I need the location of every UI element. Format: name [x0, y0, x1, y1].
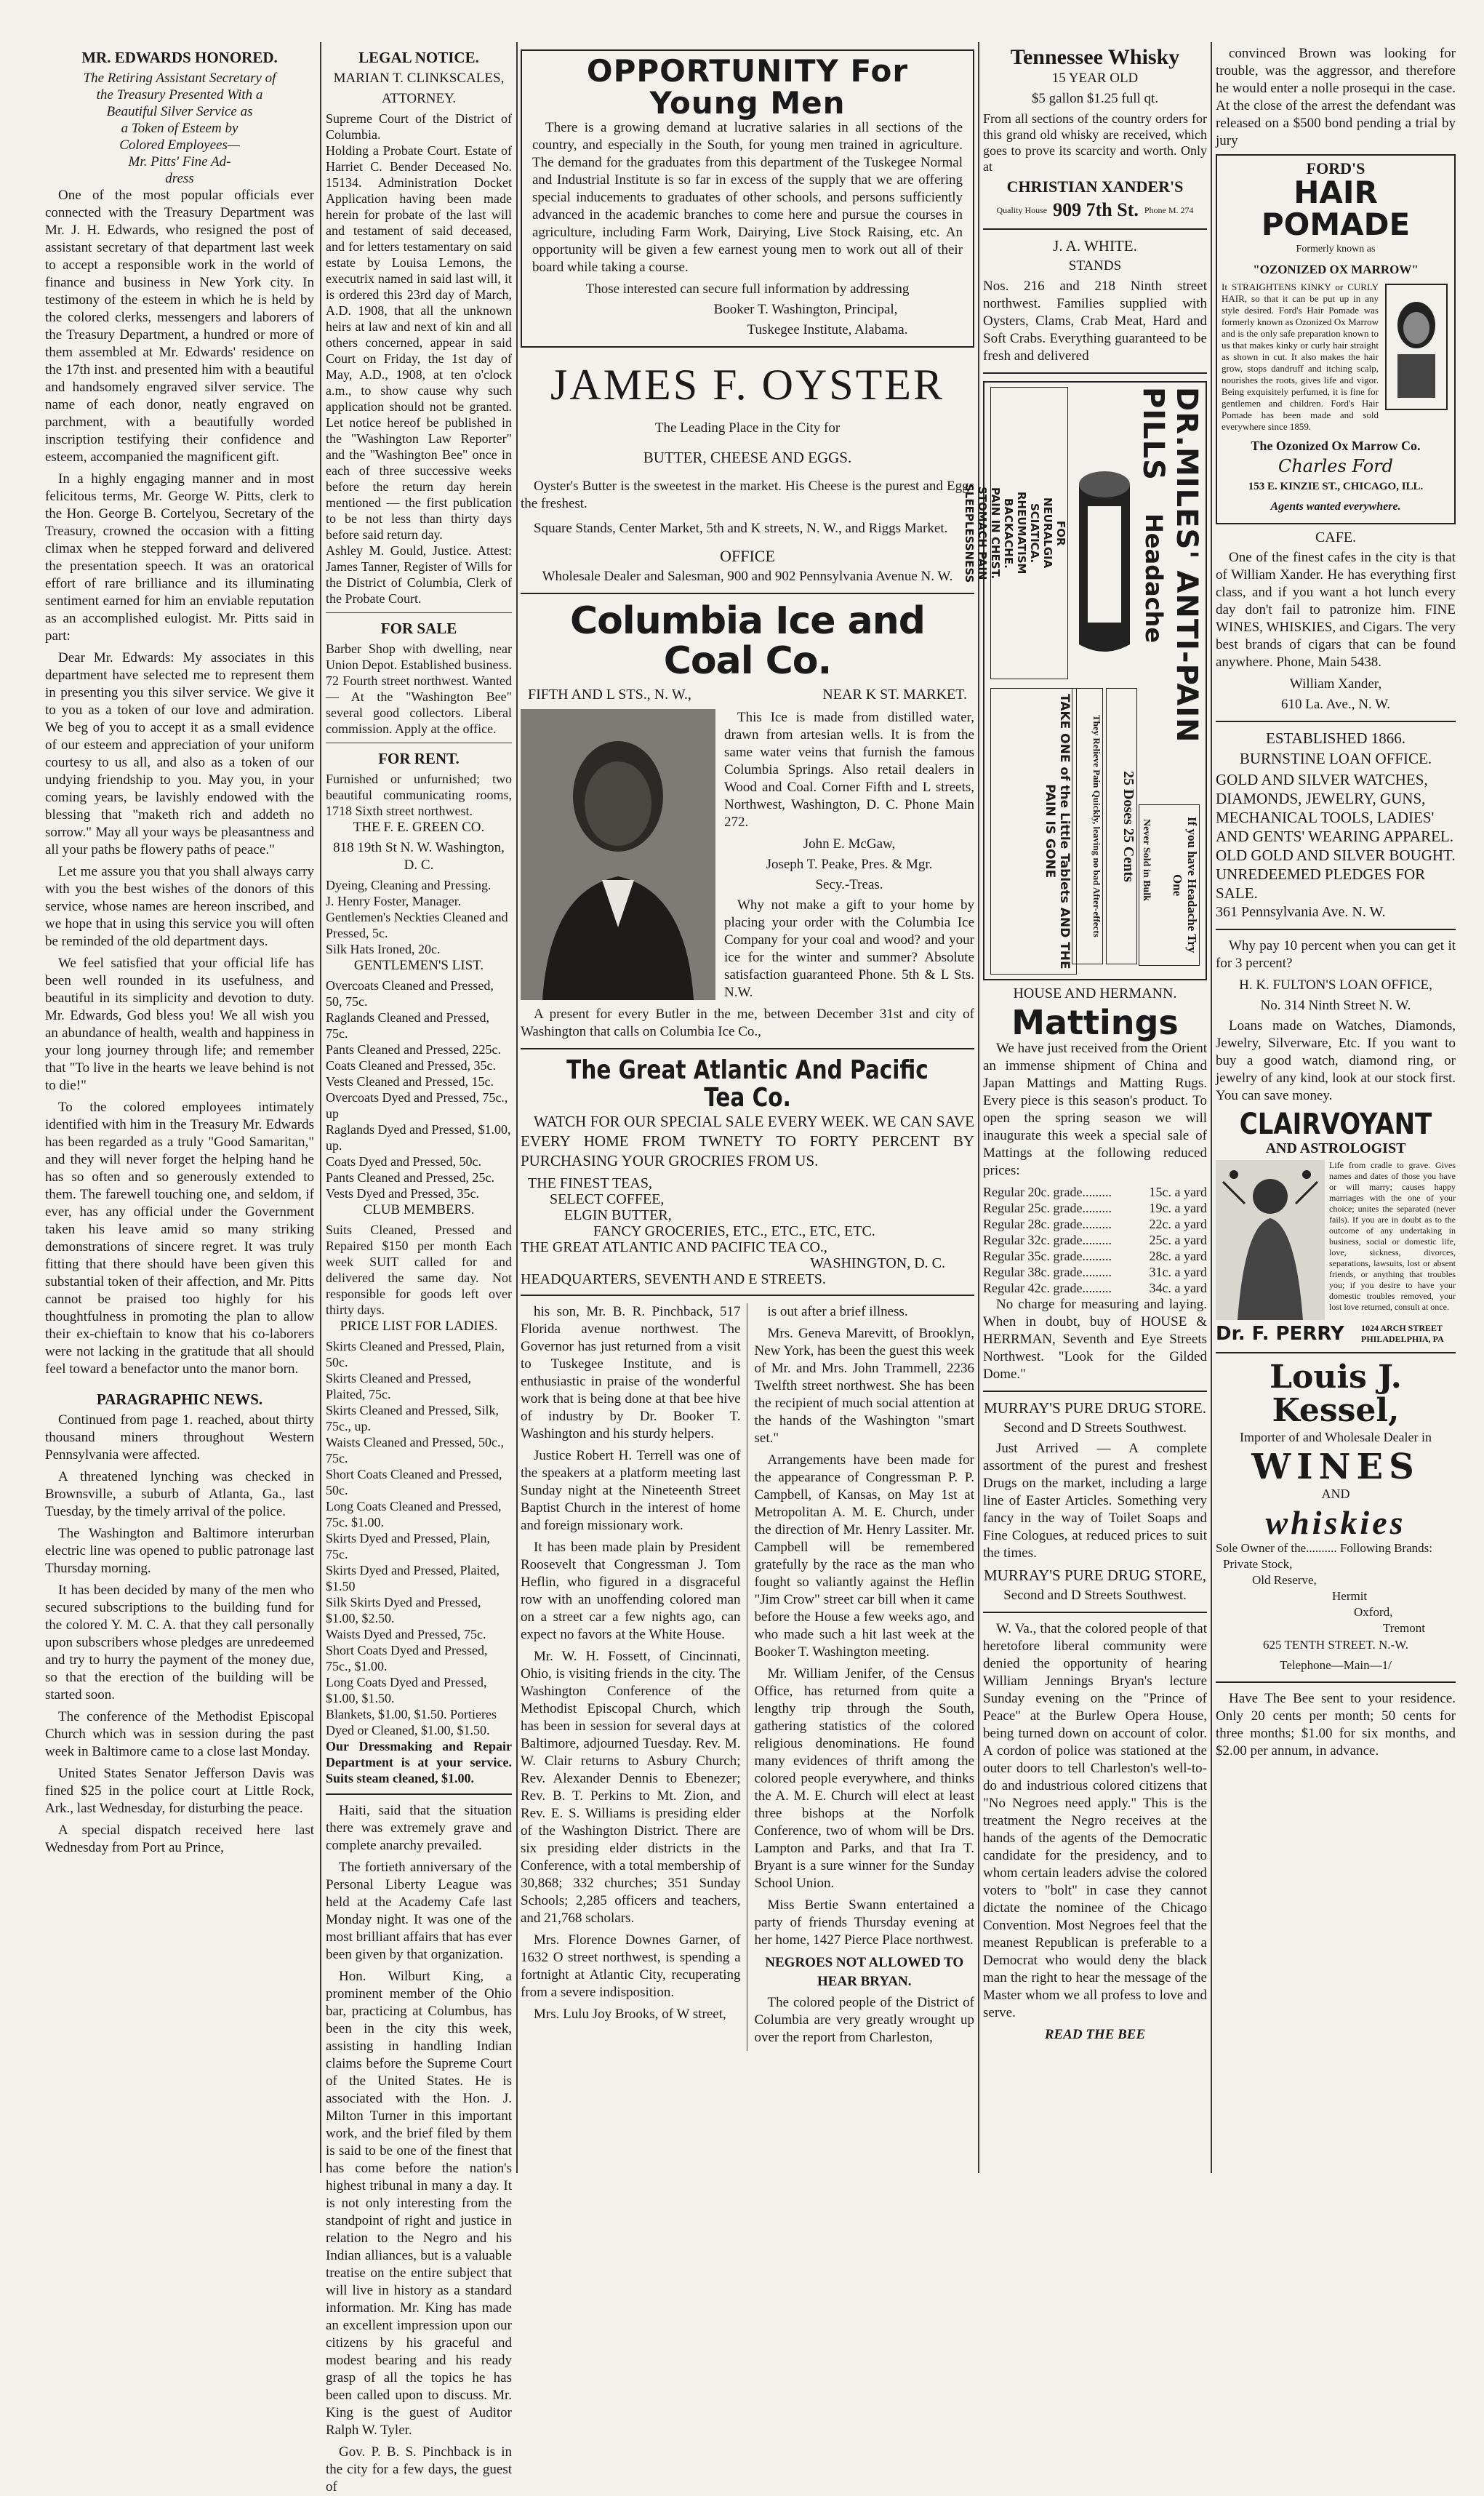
- attorney-name: MARIAN T. CLINKSCALES,: [333, 71, 505, 86]
- cafe-address: 610 La. Ave., N. W.: [1280, 697, 1391, 713]
- news-paragraph: Mr. William Jenifer, of the Census Office, has returned from quite a lengthy trip through the South, gathering statistics of the colored religious denominations. He found many evidences of thrift among the colored people everywhere, and thinks the A. M. E. Church will elect at least three bishops at the Norfolk Conference, two of whom will be Drs. Lampton and Parks, and that Ira T. Bryant is a sure winner for the Sunday School Union.: [754, 1665, 974, 1891]
- opportunity-sign: Booker T. Washington, Principal,: [713, 302, 898, 318]
- miles-ailments: [963, 387, 1068, 679]
- atlantic-item: ELGIN BUTTER,: [564, 1207, 672, 1223]
- opportunity-headline: OPPORTUNITY For Young Men: [586, 53, 909, 121]
- column-rule: [320, 42, 321, 2173]
- green-line: Dyeing, Cleaning and Pressing.: [326, 878, 492, 892]
- price-item: Short Coats Cleaned and Pressed, 50c.: [326, 1467, 502, 1497]
- column-1: [45, 45, 314, 2176]
- forsale-headline: FOR SALE: [380, 620, 457, 637]
- price-item: Pants Cleaned and Pressed, 225c.: [326, 1042, 501, 1057]
- atlantic-headline: The Great Atlantic And Pacific Tea Co.: [566, 1055, 928, 1113]
- whisky-line: 15 YEAR OLD: [1051, 71, 1139, 86]
- news-paragraph: It has been made plain by President Roosevelt that Congressman J. Tom Heflin, who figured in a disgraceful row with an unoffending colored man on a street car a few nights ago, can expect no favors at the White House.: [521, 1539, 741, 1642]
- pill-box-hand-icon: [1072, 455, 1137, 659]
- news-paragraph: Arrangements have been made for the appearance of Congressman P. P. Campbell, of Kansas, on May 1st at Metropolitan A. M. E. Church, under the direction of Mr. Henry Lassiter. Mr. Campbell will be remembered gratefully by the race as the man who fought so valiantly against the Heflin "Jim Crow" street car bill when it came before the House a few weeks ago, and who made such a hit last week at the Booker T. Washington meeting.: [754, 1452, 974, 1660]
- whisky-ad: [983, 45, 1207, 221]
- white-headline: J. A. WHITE.: [1053, 237, 1137, 255]
- miles-ad: [963, 381, 1207, 980]
- clairvoyant-sub: AND ASTROLOGIST: [1265, 1140, 1406, 1157]
- news-paragraph: convinced Brown was looking for trouble, was the aggressor, and therefore he would enter a nolle prosequi in the case. At the close of the arrest the defendant was released on a $500 bond pending a trial by jury: [1216, 46, 1456, 148]
- oyster-line: BUTTER, CHEESE AND EGGS.: [643, 449, 852, 467]
- price-item: Skirts Cleaned and Pressed, Plaited, 75c.: [326, 1371, 471, 1401]
- kessel-owner: Sole Owner of the.......... Following Brands:: [1216, 1541, 1432, 1556]
- read-the-bee: READ THE BEE: [1044, 2027, 1146, 2043]
- deck-line: a Token of Esteem by: [121, 121, 238, 136]
- column-rule: [516, 42, 518, 2173]
- news-paragraph: Continued from page 1. reached, about thirty thousand miners throughout Western Pennsylvania were affected.: [45, 1412, 314, 1463]
- miles-box-text: If you have Headache Try One: [1139, 804, 1200, 966]
- pomade-agents: Agents wanted everywhere.: [1270, 500, 1401, 513]
- legal-paragraph: Holding a Probate Court. Estate of Harriet C. Bender Deceased No. 15134. Administration Docket Application having been made herein for probate of the last will and testament of said deceased, and for letters testamentary on said estate by Louisa Lemons, the executrix named in said last will, it is ordered this 23rd day of March, A.D. 1908, that all the unknown heirs at law and next of kin and all others concerned, appear in said Court on Friday, the 1st day of May, A.D., 1908, at ten o'clock a.m., to show cause why such application should not be granted. Let notice hereof be published in the "Washington Law Reporter" and the "Washington Bee" once in each of three successive weeks before the return day herein mentioned — the first publication to be not less than thirty days before said return day.: [326, 143, 512, 542]
- oyster-line: The Leading Place in the City for: [654, 420, 841, 436]
- news-paragraph: Mr. W. H. Fossett, of Cincinnati, Ohio, is visiting friends in the city. The Washington Conference of the Methodist Episcopal Church, which has been in session for several days at Baltimore, adjourned Tuesday. Rev. M. W. Clair returns to Asbury Church; Rev. Alexander Dennis to Ebenezer; Rev. B. T. Perkins to Mt. Zion, and Rev. E. S. Williams is presiding elder of the Washington District. There are six presiding elder districts in the Conference, with a total membership of 30,868; 332 churches; 351 Sunday Schools; 2,285 officers and teachers, and 21,768 scholars.: [521, 1648, 741, 1926]
- loan-line: GOLD AND SILVER WATCHES, DIAMONDS, JEWELRY, GUNS, MECHANICAL TOOLS, LADIES' AND GENTS' WEARING APPAREL.: [1216, 771, 1453, 846]
- news-paragraph: Haiti, said that the situation there was extremely grave and complete anarchy prevailed.: [326, 1803, 512, 1853]
- atlantic-footer: HEADQUARTERS, SEVENTH AND E STREETS.: [521, 1271, 826, 1287]
- price-row: Regular 20c. grade......... 15c. a yard: [983, 1185, 1207, 1200]
- price-row: Regular 42c. grade......... 34c. a yard: [983, 1281, 1207, 1296]
- oyster-ad: [521, 362, 974, 585]
- green-line: Silk Hats Ironed, 20c.: [326, 942, 441, 956]
- loan-name: BURNSTINE LOAN OFFICE.: [1239, 750, 1432, 768]
- pomade-jar-icon: [1383, 281, 1450, 412]
- miles-box-text: Never Sold in Bulk: [1141, 819, 1152, 901]
- ice-signer: John E. McGaw,: [803, 836, 896, 852]
- cafe-text: One of the finest cafes in the city is that of William Xander. He has everything first class, and if you want a hot lunch every day don't fail to patronize him. FINE WINES, WHISKIES, and Cigars. The very best brands of cigars that can be found anywhere. Phone, Main 5438.: [1216, 550, 1456, 671]
- fulton-text: Why pay 10 percent when you can get it for 3 percent?: [1216, 938, 1456, 972]
- bryan-headline: NEGROES NOT ALLOWED TO HEAR BRYAN.: [765, 1954, 964, 1989]
- club-text: Suits Cleaned, Pressed and Repaired $150 per month Each week SUIT called for and delivered the same day. Not responsible for goods left over thirty days.: [326, 1223, 512, 1317]
- price-row: Regular 25c. grade......... 19c. a yard: [983, 1201, 1207, 1216]
- atlantic-footer: WASHINGTON, D. C.: [810, 1255, 945, 1271]
- news-paragraph: Gov. P. B. S. Pinchback is in the city for a few days, the guest of: [326, 2444, 512, 2495]
- news-paragraph: United States Senator Jefferson Davis was fined $25 in the police court at Little Rock, Ark., last Wednesday, for disturbing the peace.: [45, 1766, 314, 1816]
- ailment: FOR: [1054, 520, 1067, 546]
- atlantic-text: WATCH FOR OUR SPECIAL SALE EVERY WEEK. WE CAN SAVE EVERY HOME FROM TWNETY TO FORTY PERCENT BY PURCHASING YOUR GROCRIES FROM US.: [521, 1112, 974, 1169]
- news-paragraph: is out after a brief illness.: [767, 1303, 908, 1319]
- clairvoyant-address: 1024 ARCH STREET PHILADELPHIA, PA: [1361, 1323, 1444, 1345]
- murray-headline: MURRAY'S PURE DRUG STORE.: [983, 1399, 1207, 1417]
- price-item: Waists Cleaned and Pressed, 50c., 75c.: [326, 1435, 504, 1465]
- ice-caption: A present for every Butler in the me, between December 31st and city of Washington that calls on Columbia Ice Co.,: [521, 1007, 974, 1040]
- price-item: Waists Dyed and Pressed, 75c.: [326, 1627, 486, 1641]
- news-paragraph: A special dispatch received here last Wednesday from Port au Prince,: [45, 1823, 314, 1855]
- opportunity-sign: Those interested can secure full information by addressing: [585, 281, 910, 297]
- deck-line: The Retiring Assistant Secretary of: [83, 71, 276, 86]
- atlantic-item: THE FINEST TEAS,: [528, 1175, 652, 1191]
- loan-established: ESTABLISHED 1866.: [1266, 729, 1405, 748]
- whisky-address: 909 7th St.: [1053, 199, 1139, 220]
- edwards-headline: MR. EDWARDS HONORED.: [81, 49, 278, 66]
- legal-headline: LEGAL NOTICE.: [358, 49, 479, 66]
- news-paragraph: Justice Robert H. Terrell was one of the speakers at a platform meeting last Sunday night at the Nineteenth Street Baptist Church in the interest of home and foreign missionary work.: [521, 1447, 741, 1533]
- atlantic-item: SELECT COFFEE,: [550, 1191, 665, 1207]
- kessel-wines: WINES: [1251, 1446, 1420, 1487]
- forrent-headline: FOR RENT.: [378, 750, 460, 767]
- news-paragraph: W. Va., that the colored people of that heretofore liberal community were denied the opportunity of hearing William Jennings Bryan's lecture Sunday evening on the "Prince of Peace" at the Burlew Opera House, being turned down on account of color. A cordon of police was stationed at the outer doors to tell Charleston's well-to-do and industrious colored citizens that "No Negroes need apply." This is the treatment the Negro receives at the hands of the agents of the Democratic candidate for the presidency, and to whom certain leaders advise the colored voters to "bolt" in case they cannot dictate the nominee of the Chicago Convention. Most Negroes feel that the meanest Republican is preferable to a Democrat who would deny the black man the right to hear the message of the Master whom we all profess to love and serve.: [983, 1621, 1207, 2021]
- loan-line: UNREDEEMED PLEDGES FOR SALE.: [1216, 865, 1426, 903]
- pomade-text: It STRAIGHTENS KINKY or CURLY HAIR, so that it can be put up in any style desired. Ford's Hair Pomade was formerly known as Ozonized Ox Marrow and is the only safe preparation known to us that makes kinky or curly hair straight as shown in cut. It also makes the hair grow, stops dandruff and itching scalp, nourishes the roots, gives life and vigor. Being exquisitely perfumed, it is fine for gentlemen and children. Ford's Hair Pomade has been made and sold everywhere since 1859.: [1222, 281, 1379, 433]
- pomade-formerly: Formerly known as: [1296, 244, 1376, 255]
- whisky-line: $5 gallon $1.25 full qt.: [1031, 91, 1159, 106]
- oyster-headline: JAMES F. OYSTER: [550, 361, 944, 409]
- ailment: BACKACHE.: [1002, 497, 1015, 569]
- column-4: [963, 45, 1207, 2176]
- green-name: THE F. E. GREEN CO.: [353, 820, 485, 835]
- oyster-line: OFFICE: [720, 547, 775, 566]
- deck-line: the Treasury Presented With a: [96, 87, 263, 103]
- news-paragraph: Hon. Wilburt King, a prominent member of the Ohio bar, practicing at Columbus, has been in the city this week, assisting in handling Indian claims before the Supreme Court of the United States. He is associated with the Hon. J. Milton Turner in this important work, and the brief filed by them is said to be one of the finest that has come before the nation's highest tribunal in many a day. It is not only interesting from the standpoint of right and justice in relation to the Negro and his Indian alliances, but is a valuable treatise on the entire subject that will live in history as a standard information. Mr. King has made an excellent impression upon our citizens by his graceful and modest bearing and his ready grasp of all the topics he has been called upon to discuss. Mr. King is the guest of Auditor Ralph W. Tyler.: [326, 1969, 512, 2438]
- cafe-signer: William Xander,: [1289, 676, 1382, 692]
- oyster-line: Oyster's Butter is the sweetest in the market. His Cheese is the purest and Eggs the freshest.: [521, 479, 974, 512]
- edwards-deck: [45, 70, 314, 187]
- pomade-signature: Charles Ford: [1278, 456, 1394, 477]
- news-paragraph: The Washington and Baltimore interurban electric line was opened to public patronage last Thursday morning.: [45, 1526, 314, 1576]
- price-item: Skirts Cleaned and Pressed, Silk, 75c., up.: [326, 1403, 499, 1433]
- kessel-address: 625 TENTH STREET. N.-W.: [1263, 1638, 1408, 1652]
- miles-box-text: They Relieve Pain Quickly, leaving no bad After-effects: [1072, 688, 1103, 964]
- ailment: NEURALGIA: [1041, 497, 1054, 569]
- mattings-text: We have just received from the Orient an immense shipment of China and Japan Mattings and Matting Rugs. Every piece is this season's product. To open the spring season we will inaugurate this week a special sale of Mattings at the following reduced prices:: [983, 1041, 1207, 1179]
- news-paragraph: The colored people of the District of Columbia are very greatly wrought up over the report from Charleston,: [754, 1994, 974, 2045]
- column-rule: [1211, 42, 1212, 2173]
- ice-text: This Ice is made from distilled water, drawn from artesian wells. It is from the same water veins that furnish the famous Columbia Springs. Also retail dealers in Wood and Coal. Corner Fifth and L streets, Northwest, Washington, D. C. Phone Main 272.: [724, 710, 974, 831]
- news-column-a: [521, 1303, 747, 2051]
- opportunity-sign: Tuskegee Institute, Alabama.: [747, 322, 908, 338]
- whisky-headline: Tennessee Whisky: [1010, 45, 1180, 69]
- brand-item: Hermit: [1332, 1589, 1368, 1604]
- phone-label: Phone M. 274: [1144, 204, 1194, 215]
- legal-paragraph: Supreme Court of the District of Columbia.: [326, 111, 512, 142]
- news-paragraph: It has been decided by many of the men who secured subscriptions to the building fund for the colored Y. M. C. A. that they call personally upon subscribers whose pledges are unredeemed and try to hurry the payment of the money due, so that the erection of the building will be started soon.: [45, 1583, 314, 1703]
- whisky-store: CHRISTIAN XANDER'S: [1006, 177, 1184, 196]
- mattings-footer: No charge for measuring and laying. When in doubt, buy of HOUSE & HERRMAN, Seventh and Eye Streets Northwest. "Look for the Gilded Dome.": [983, 1297, 1207, 1383]
- miles-brand: DR.MILES' ANTI-PAIN PILLS: [1136, 387, 1203, 743]
- news-column-b: [755, 1303, 975, 2051]
- news-paragraph: Mrs. Lulu Joy Brooks, of W street,: [534, 2006, 726, 2022]
- green-address: 818 19th St N. W. Washington, D. C.: [333, 840, 505, 873]
- loan-line: OLD GOLD AND SILVER BOUGHT.: [1216, 847, 1456, 865]
- portrait-photo: [521, 709, 715, 1000]
- ailment: STOMACH PAIN: [976, 486, 989, 580]
- mattings-firm: HOUSE AND HERMANN.: [1013, 985, 1177, 1001]
- white-text: Nos. 216 and 218 Ninth street northwest. Families supplied with Oysters, Clams, Crab Meat, Hard and Soft Crabs. Everything guaranteed to be fresh and delivered: [983, 279, 1207, 364]
- ailment: SCIATICA.: [1028, 503, 1041, 564]
- price-item: Blankets, $1.00, $1.50. Portieres Dyed or Cleaned, $1.00, $1.50.: [326, 1707, 497, 1737]
- kessel-whiskies: whiskies: [1265, 1504, 1406, 1542]
- legal-paragraph: Ashley M. Gould, Justice. Attest: James Tanner, Register of Wills for the District of Columbia, Clerk of the Probate Court.: [326, 543, 512, 606]
- price-item: Short Coats Dyed and Pressed, 75c., $1.00.: [326, 1643, 488, 1673]
- price-item: Coats Cleaned and Pressed, 35c.: [326, 1058, 496, 1073]
- price-row: Regular 28c. grade......... 22c. a yard: [983, 1217, 1207, 1232]
- clairvoyant-name: Dr. F. PERRY: [1216, 1323, 1344, 1345]
- price-item: Skirts Dyed and Pressed, Plaited, $1.50: [326, 1563, 500, 1593]
- article-paragraph: Let me assure you that you shall always carry with you the best wishes of the donors of this service, whose names are hereon inscribed, and we hope that in using this service you will often be reminded of the old department days.: [45, 864, 314, 949]
- deck-line: Beautiful Silver Service as: [106, 104, 253, 119]
- clairvoyant-text: Life from cradle to grave. Gives names and dates of those you have or will marry; causes happy marriages with the one of your choice; unites the separated (never fails). If you are in doubt as to the outcome of any undertaking in business, social or domestic life, love, sickness, divorces, separations, lawsuits, lost or absent friends, or anything that troubles you; if you desire to have your domestic troubles removed, your lost love returned, consult at once.: [1329, 1160, 1456, 1313]
- mattings-headline: Mattings: [1011, 1003, 1179, 1042]
- price-row: Regular 38c. grade......... 31c. a yard: [983, 1265, 1207, 1280]
- astrologer-figure-icon: [1216, 1160, 1325, 1320]
- pomade-maker: The Ozonized Ox Marrow Co.: [1251, 439, 1421, 454]
- club-title: CLUB MEMBERS.: [363, 1202, 475, 1217]
- ladies-title: PRICE LIST FOR LADIES.: [340, 1319, 498, 1334]
- murray-headline: MURRAY'S PURE DRUG STORE,: [983, 1567, 1207, 1585]
- attorney-title: ATTORNEY.: [381, 91, 457, 106]
- article-paragraph: One of the most popular officials ever connected with the Treasury Department was Mr. J. H. Edwards, who resigned the post of assistant secretary of that department last week to accept a responsible work in the world of finance and business in New York city. In testimony of the esteem in which he is held by the colored clerks, messengers and laborers of the Treasury Department, a hundred or more of them assembled at Mr. Edwards' residence on the 17th inst. and presented him with a beautiful and handsomely engraved silver service. The name of each donor, neatly engraved on parchment, with a beautifully worded inscription testifying their confidence and esteem, accompanied the magnificent gift.: [45, 188, 314, 465]
- kessel-phone: Telephone—Main—1/: [1280, 1658, 1392, 1673]
- brand-item: Tremont: [1383, 1621, 1425, 1636]
- kessel-headline: Louis J. Kessel,: [1270, 1359, 1402, 1430]
- ailment: SLEEPLESSNESS: [963, 483, 976, 583]
- murray-text: Just Arrived — A complete assortment of the purest and freshest Drugs on the market, including a large line of Easter Articles. Something very fancy in the way of Toilet Soaps and Fine Cologues, at reduced prices to suit the times.: [983, 1441, 1207, 1561]
- ice-ad: [521, 601, 974, 1041]
- gents-title: GENTLEMEN'S LIST.: [353, 958, 484, 973]
- miles-take: TAKE ONE of the Little Tablets AND THE PAIN IS GONE: [990, 688, 1077, 975]
- white-sub: STANDS: [1068, 258, 1122, 273]
- forsale-text: Barber Shop with dwelling, near Union Depot. Established business. 72 Fourth street northwest. Wanted — At the "Washington Bee" several good collectors. Liberal commission. Apply at the office.: [326, 641, 512, 736]
- news-paragraph: his son, Mr. B. R. Pinchback, 517 Florida avenue northwest. The Governor has just returned from a visit to Tuskegee Institute, and is enthusiastic in praise of the wonderful work that is being done at that bee hive of industry by Dr. Booker T. Washington and his sturdy helpers.: [521, 1303, 741, 1441]
- ice-signer: Secy.-Treas.: [815, 877, 883, 893]
- oyster-line: Square Stands, Center Market, 5th and K streets, N. W., and Riggs Market.: [534, 521, 948, 537]
- price-item: Vests Dyed and Pressed, 35c.: [326, 1186, 479, 1201]
- green-footer: Our Dressmaking and Repair Department is at your service. Suits steam cleaned, $1.00.: [326, 1739, 512, 1785]
- price-item: Raglands Cleaned and Pressed, 75c.: [326, 1010, 489, 1041]
- article-paragraph: To the colored employees intimately identified with him in the Treasury Mr. Edwards has been regarded as a truly "Good Samaritan," and they will never forget the helping hand he has so often and so generously extended to them. The farewell touching one, and seldom, if ever, has any official under the Government taken his leave amid so many striking demonstrations of sincere regret. It was truly fitting that there should have been given this substantial token of their affection, and Mr. Pitts cannot be praised too highly for his thoughtfulness in promoting the plan to allow their ex-chieftain to know that his co-laborers were not lacking in the gratitude that all should feel toward a benefactor unto the manor born.: [45, 1100, 314, 1377]
- atlantic-footer: THE GREAT ATLANTIC AND PACIFIC TEA CO.,: [521, 1239, 827, 1255]
- clairvoyant-headline: CLAIRVOYANT: [1239, 1108, 1432, 1142]
- price-item: Vests Cleaned and Pressed, 15c.: [326, 1074, 494, 1089]
- ice-headline: Columbia Ice and Coal Co.: [569, 599, 926, 683]
- news-paragraph: Mrs. Florence Downes Garner, of 1632 O street northwest, is spending a fortnight at Atlantic City, recuperating from a severe indisposition.: [521, 1932, 741, 2000]
- ailment: RHEUMATISM: [1015, 492, 1028, 575]
- green-line: Gentlemen's Neckties Cleaned and Pressed, 5c.: [326, 910, 508, 940]
- fulton-name: H. K. FULTON'S LOAN OFFICE,: [1239, 977, 1432, 993]
- brand-item: Oxford,: [1354, 1605, 1393, 1620]
- fulton-address: No. 314 Ninth Street N. W.: [1260, 998, 1411, 1014]
- column-rule: [978, 42, 979, 2173]
- subscription-rates: Have The Bee sent to your residence. Only 20 cents per month; 50 cents for three months; $1.00 for six months, and $2.00 per annum, in advance.: [1216, 1691, 1456, 1759]
- price-item: Overcoats Dyed and Pressed, 75c., up: [326, 1090, 508, 1121]
- forrent-text: Furnished or unfurnished; two beautiful communicating rooms, 1718 Sixth street northwest.: [326, 772, 512, 818]
- article-paragraph: Dear Mr. Edwards: My associates in this department have selected me to represent them in presenting you this silver service. We give it to you as a token of our love and admiration. We beg of you to accept it as a small evidence of our esteem and appreciation of your uniform courtesy to us all, and also as a token of our undying friendship to you. May you, in your coming years, be lavishly endowed with the blessing that "maketh rich and addeth no sorrow." May all your ways be pleasantness and all your paths be flowery paths of peace.": [45, 650, 314, 857]
- green-line: J. Henry Foster, Manager.: [326, 894, 462, 908]
- price-row: Regular 35c. grade......... 28c. a yard: [983, 1249, 1207, 1264]
- fulton-text: Loans made on Watches, Diamonds, Jewelry, Silverware, Etc. If you want to buy a good watch, diamond ring, or jewelry of any kind, look at our stock first. You can save money.: [1216, 1018, 1456, 1104]
- column-5: [1216, 45, 1456, 2176]
- ailment: PAIN IN CHEST.: [989, 487, 1002, 580]
- price-row: Regular 32c. grade......... 25c. a yard: [983, 1233, 1207, 1248]
- miles-headache: Headache: [1140, 513, 1168, 644]
- pomade-old-name: "OZONIZED OX MARROW": [1253, 263, 1419, 277]
- quality-label: Quality House: [996, 204, 1048, 215]
- news-paragraph: The conference of the Methodist Episcopal Church which was in session during the past week in Baltimore came to a close last Monday.: [45, 1709, 314, 1759]
- price-item: Skirts Dyed and Pressed, Plain, 75c.: [326, 1531, 490, 1561]
- price-item: Pants Cleaned and Pressed, 25c.: [326, 1170, 494, 1185]
- price-item: Coats Dyed and Pressed, 50c.: [326, 1154, 481, 1169]
- atlantic-item: FANCY GROCERIES, ETC., ETC., ETC, ETC.: [593, 1223, 875, 1239]
- pomade-headline: HAIR POMADE: [1261, 175, 1411, 243]
- article-paragraph: In a highly engaging manner and in most felicitous terms, Mr. George W. Pitts, clerk to the Hon. George B. Cortelyou, Secretary of the Treasury, crowned the occasion with a fitting climax when he stepped forward and delivered the presentation speech. It was an oratorical effort of rare brilliance and its illuminating sentiment earned for him an enviable reputation as an accomplished eulogist. Mr. Pitts said in part:: [45, 471, 314, 644]
- column-2: [326, 45, 512, 2495]
- price-item: Silk Skirts Dyed and Pressed, $1.00, $2.50.: [326, 1595, 481, 1625]
- news-paragraph: Miss Bertie Swann entertained a party of friends Thursday evening at her home, 1427 Pierce Place northwest.: [754, 1897, 974, 1948]
- murray-address: Second and D Streets Southwest.: [1003, 1588, 1187, 1604]
- deck-line: Colored Employees—: [119, 137, 240, 153]
- whisky-text: From all sections of the country orders for this grand old whisky are received, which goes to prove its scarcity and worth. Only at: [983, 111, 1207, 174]
- price-item: Raglands Dyed and Pressed, $1.00, up.: [326, 1122, 511, 1153]
- ice-text: Why not make a gift to your home by placing your order with the Columbia Ice Company for your coal and wood? and your ice for the winter and summer? Absolute satisfaction guaranteed Phone. 5th & L Sts. N.W.: [724, 897, 974, 1001]
- miles-box-text: 25 Doses 25 Cents: [1106, 688, 1137, 964]
- paragraphic-headline: PARAGRAPHIC NEWS.: [96, 1391, 263, 1408]
- brand-item: Old Reserve,: [1252, 1573, 1317, 1588]
- opportunity-text: There is a growing demand at lucrative salaries in all sections of the country, and especially in the South, for young men trained in agriculture. The demand for the graduates from this department of the Tuskegee Normal and Industrial Institute is so far in excess of the supply that we are offering special inducements to graduates of other schools, and persons sufficiently advanced in the academic branches to come here and pursue the courses in agriculture, including Farm Work, Dairying, Live Stock Raising, etc. An opportunity will be given a few earnest young men to work out all of their board while taking a course.: [532, 120, 963, 276]
- opportunity-ad: [521, 49, 974, 348]
- mattings-price-list: [983, 1184, 1207, 1296]
- price-item: Long Coats Cleaned and Pressed, 75c. $1.00.: [326, 1499, 502, 1529]
- news-paragraph: A threatened lynching was checked in Brownsville, a suburb of Atlanta, Ga., last Tuesday, by the timely arrival of the police.: [45, 1469, 314, 1519]
- ice-address: FIFTH AND L STS., N. W.,: [528, 687, 691, 703]
- kessel-sub: Importer of and Wholesale Dealer in: [1239, 1429, 1432, 1444]
- deck-line: dress: [165, 171, 194, 186]
- news-paragraph: Mrs. Geneva Marevitt, of Brooklyn, New York, has been the guest this week of Mr. and Mrs. John Trammell, 2236 Twelfth street northwest. She has been the recipient of much social attention at the hands of the Washington "smart set.": [754, 1325, 974, 1446]
- pomade-address: 153 E. KINZIE ST., CHICAGO, ILL.: [1248, 481, 1424, 493]
- column-3: [521, 45, 974, 2176]
- pomade-ad: [1216, 154, 1456, 524]
- brand-item: Private Stock,: [1223, 1557, 1293, 1572]
- murray-address: Second and D Streets Southwest.: [1003, 1420, 1187, 1436]
- article-paragraph: We feel satisfied that your official life has been well rounded in its usefulness, and beautiful in its simplicity and devotion to duty. Mr. Edwards, God bless you! We all wish you an abundance of health, wealth and happiness in your long journey through life; and remember that "To live in the hearts we leave behind is not to die!": [45, 956, 314, 1093]
- kessel-and: AND: [1321, 1487, 1350, 1502]
- news-paragraph: The fortieth anniversary of the Personal Liberty League was held at the Academy Cafe last Monday night. It was one of the most brilliant affairs that has ever been given by that organization.: [326, 1860, 512, 1962]
- ice-signer: Joseph T. Peake, Pres. & Mgr.: [766, 857, 933, 873]
- deck-line: Mr. Pitts' Fine Ad-: [128, 154, 231, 169]
- price-item: Long Coats Dyed and Pressed, $1.00, $1.50.: [326, 1675, 487, 1705]
- ice-address: NEAR K ST. MARKET.: [822, 687, 967, 703]
- price-item: Skirts Cleaned and Pressed, Plain, 50c.: [326, 1339, 505, 1369]
- atlantic-ad: [521, 1057, 974, 1287]
- loan-address: 361 Pennsylvania Ave. N. W.: [1216, 904, 1386, 921]
- cafe-headline: CAFE.: [1315, 529, 1357, 546]
- pomade-brand: FORD'S: [1306, 159, 1365, 177]
- oyster-line: Wholesale Dealer and Salesman, 900 and 902 Pennsylvania Avenue N. W.: [542, 569, 953, 585]
- price-item: Overcoats Cleaned and Pressed, 50, 75c.: [326, 978, 494, 1009]
